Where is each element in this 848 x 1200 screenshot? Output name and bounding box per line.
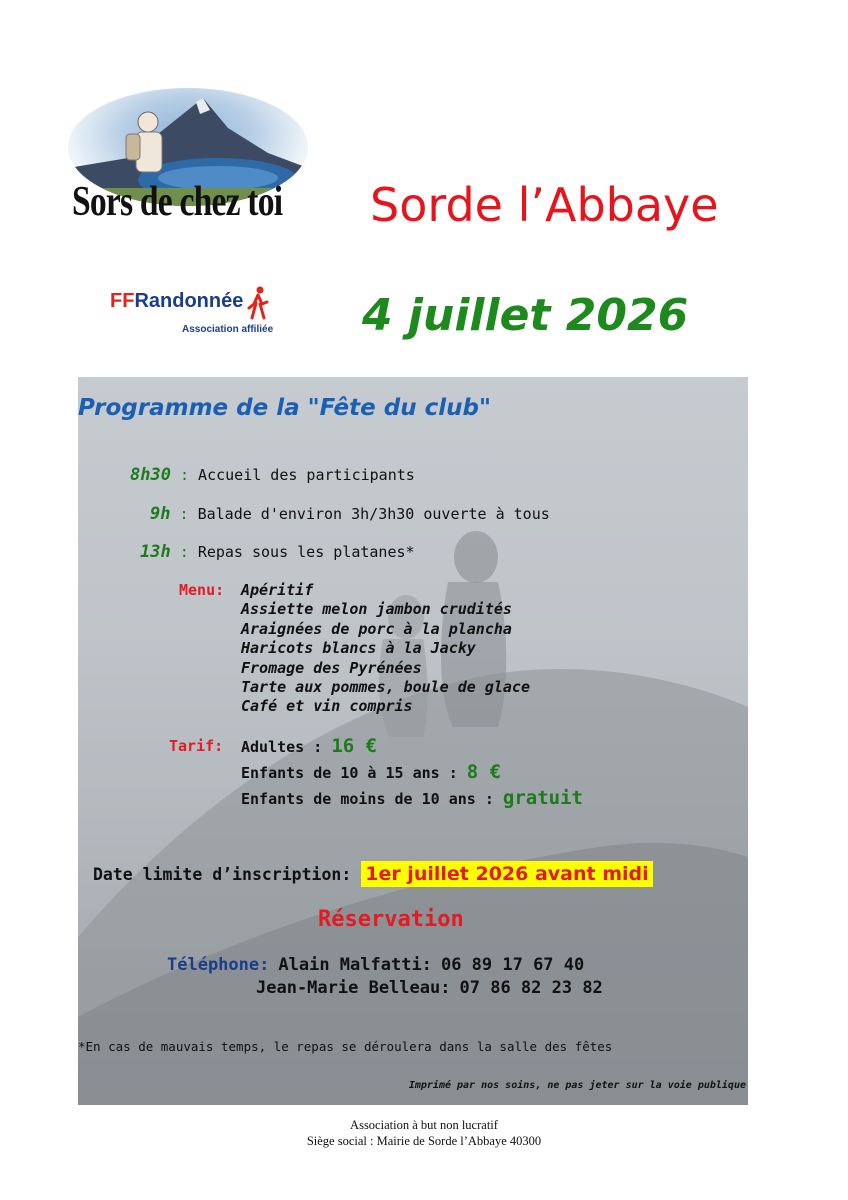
programme-panel (78, 377, 748, 1105)
printed-note: Imprimé par nos soins, ne pas jeter sur la voie publique (408, 1080, 746, 1091)
menu-item: Apéritif (241, 581, 314, 599)
contact-row (256, 978, 603, 998)
footer-line: Siège social : Mairie de Sorde l’Abbaye 40300 (306, 1134, 542, 1148)
event-date: 4 juillet 2026 (362, 290, 689, 341)
reservation-title: Réservation (318, 907, 464, 932)
schedule-row: 8h30 : Accueil des participants (130, 465, 415, 485)
schedule-row: 9h : Balade d'environ 3h/3h30 ouverte à tous (150, 504, 550, 524)
contact-phone: 06 89 17 67 40 (440, 955, 585, 975)
menu-label: Menu: (179, 581, 225, 599)
menu-item: Café et vin compris (241, 697, 413, 715)
programme-title: Programme de la "Fête du club" (78, 395, 491, 421)
contact-name: Alain Malfatti: (278, 955, 432, 975)
tarif-price: 16 € (331, 735, 378, 757)
schedule-time: 8h30 (130, 465, 171, 485)
logo-text: Sors de chez toi (72, 179, 283, 225)
deadline-date: 1er juillet 2026 avant midi (361, 861, 652, 887)
ffr-subtitle: Association affiliée (182, 324, 274, 335)
tarif-price: gratuit (502, 787, 583, 809)
schedule-time: 13h (140, 542, 171, 562)
tarif-row: Adultes : 16 € (241, 735, 378, 757)
weather-footnote: *En cas de mauvais temps, le repas se déroulera dans la salle des fêtes (78, 1039, 613, 1054)
tarif-price: 8 € (466, 761, 502, 783)
association-footer (0, 1117, 848, 1149)
ffr-ff: FF (110, 290, 135, 312)
hiker-icon (246, 286, 270, 324)
tarif-label: Tarif: (169, 737, 224, 755)
menu-item: Tarte aux pommes, boule de glace (241, 678, 530, 696)
tarif-row: Enfants de 10 à 15 ans : 8 € (241, 761, 502, 783)
menu-item: Assiette melon jambon crudités (241, 600, 512, 618)
deadline-label: Date limite d’inscription: (93, 865, 352, 884)
schedule-text: Accueil des participants (198, 466, 415, 484)
contact-phone: 07 86 82 23 82 (459, 978, 603, 998)
footer-line: Association à but non lucratif (350, 1118, 498, 1132)
ffr-name: Randonnée (134, 290, 244, 312)
schedule-text: Repas sous les platanes* (197, 543, 415, 561)
menu-item: Fromage des Pyrénées (241, 659, 422, 677)
menu-item: Haricots blancs à la Jacky (241, 639, 476, 657)
telephone-label: Téléphone: (167, 955, 270, 975)
schedule-row: 13h : Repas sous les platanes* (140, 542, 415, 562)
contact-name: Jean-Marie Belleau: (256, 978, 451, 998)
town-title: Sorde l’Abbaye (370, 178, 719, 232)
tarif-row: Enfants de moins de 10 ans : gratuit (241, 787, 583, 809)
schedule-time: 9h (150, 504, 171, 524)
contact-row (167, 955, 584, 975)
deadline-row (93, 863, 653, 885)
menu-item: Araignées de porc à la plancha (241, 620, 512, 638)
ffrandonnee-logo (110, 290, 243, 313)
schedule-text: Balade d'environ 3h/3h30 ouverte à tous (197, 505, 550, 523)
